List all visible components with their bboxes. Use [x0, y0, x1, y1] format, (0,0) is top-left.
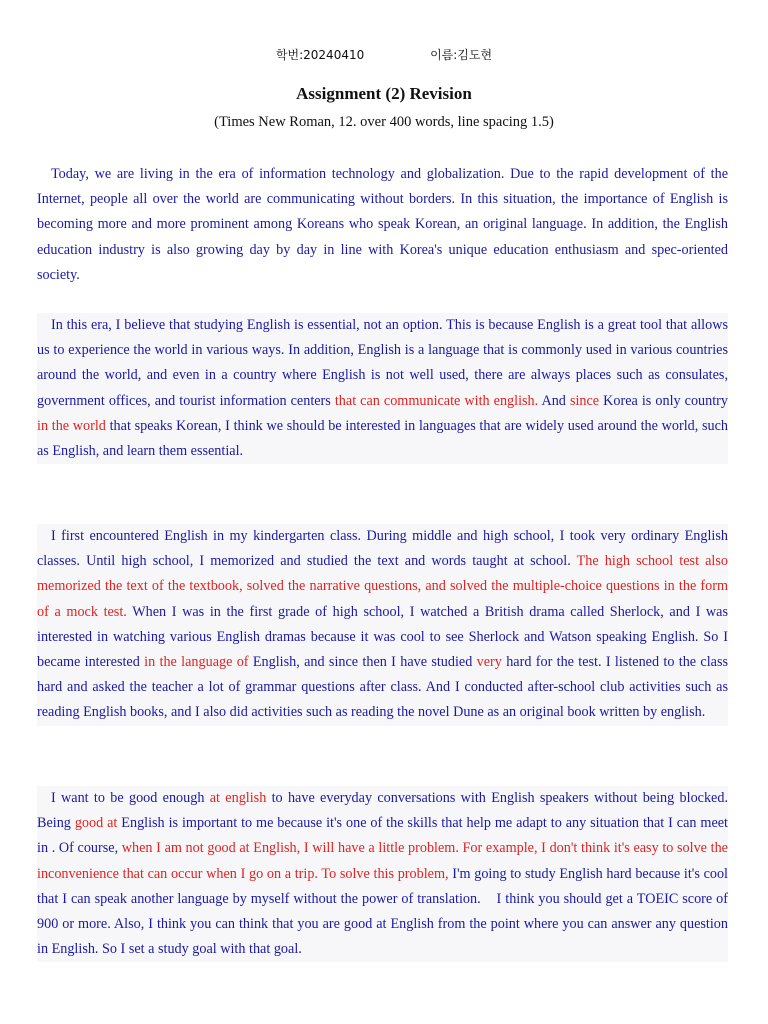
header-line [0, 46, 768, 63]
text-segment: hard for the test. I listened to the class hard and asked the teacher a lot of grammar questions after class. And I conducted after-school club activities such as reading English books, and I also did activities such as reading the novel Dune as an original book written by english. [37, 654, 732, 721]
paragraph-importance [37, 313, 732, 464]
text-segment: Today, we are living in the era of information technology and globalization. Due to the rapid development of the Internet, people all over the world are communicating without borders. In this situation, the importance of English is becoming more and more prominent among Koreans who speak Korean, an original language. In addition, the English education industry is also growing day by day in line with Korea's unique education enthusiasm and spec-oriented society. [37, 166, 732, 283]
text-segment: that speaks Korean, I think we should be interested in languages that are widely used around the world, such as English, and learn them essential. [37, 417, 732, 460]
text-segment: English, and since then I have studied [248, 654, 477, 671]
paragraph-experience [37, 524, 732, 726]
text-segment: I want to be good enough [51, 790, 210, 806]
revised-text-segment: good at [74, 815, 118, 832]
text-segment: English is important to me because it's one of the skills that help me adapt to any situation that I can meet in . Of course, [37, 815, 732, 857]
revised-text-segment: when I am not good at English, I will have a little problem. For example, I don't think it's easy to solve the inconvenience that can occur when I go on a trip. To solve this problem, [37, 840, 732, 882]
text-segment: I'm going to study English hard because it's cool that I can speak another language by myself without the power of translation. I think you should get a TOEIC score of 900 or more. Also, I think you can think that you are good at English from the point where you can answer any question in English. So I set a study goal with that goal. [37, 865, 732, 958]
revised-text-segment: since [569, 392, 600, 409]
text-segment: In this era, I believe that studying English is essential, not an option. This is because English is a great tool that allows us to experience the world in various ways. In addition, English is a language that is commonly used in various countries around the world, and even in a country where English is not well used, there are always places such as consulates, government offices, and tourist information centers [37, 317, 732, 409]
text-segment: to have everyday conversations with English speakers without being blocked. Being [37, 790, 732, 832]
revised-text-segment: The high school test also memorized the text of the textbook, solved the narrative questions, and solved the multiple-choice questions in the form of a mock test. [37, 553, 732, 620]
revised-text-segment: very [476, 654, 502, 671]
text-segment: Korea is only country [599, 392, 732, 409]
paragraph-intro [37, 162, 732, 288]
document-subtitle: (Times New Roman, 12. over 400 words, line spacing 1.5) [214, 114, 554, 130]
document-title: Assignment (2) Revision [296, 84, 472, 103]
revised-text-segment: at english [209, 790, 267, 806]
student-name: 이름:김도현 [430, 48, 493, 62]
text-segment: And [538, 392, 570, 409]
text-segment: I first encountered English in my kindergarten class. During middle and high school, I took very ordinary English classes. Until high school, I memorized and studied the text and words taught at school. [37, 528, 732, 570]
revised-text-segment: that can communicate with english. [334, 392, 539, 409]
student-id: 학번:20240410 [275, 48, 365, 62]
paragraph-goal [37, 786, 732, 962]
text-segment: When I was in the first grade of high school, I watched a British drama called Sherlock, and I was interested in watching various English dramas because it was cool to see Sherlock and Watson speaking English. So I became interested [37, 603, 732, 671]
revised-text-segment: in the world [37, 417, 106, 434]
revised-text-segment: in the language of [144, 654, 249, 671]
